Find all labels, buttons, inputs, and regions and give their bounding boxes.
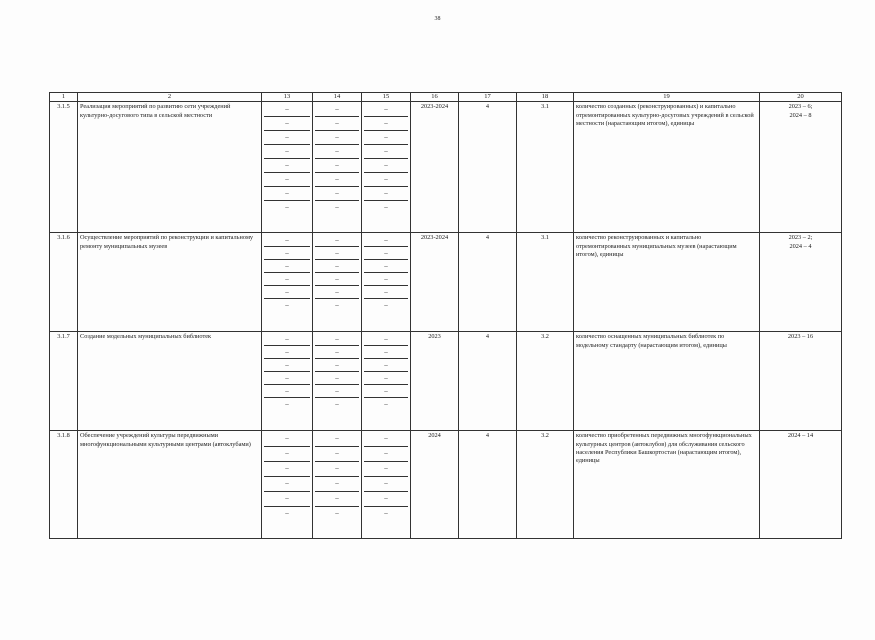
dash-cell: –: [315, 173, 359, 187]
dash-cell: –: [264, 234, 310, 247]
dash-cell: –: [364, 173, 408, 187]
dash-cell: –: [315, 432, 359, 447]
program-table: [49, 92, 842, 539]
dash-cell: –: [264, 159, 310, 173]
funding-subrows: [262, 332, 313, 431]
dash-cell: –: [364, 273, 408, 286]
header-cell: 19: [574, 93, 760, 102]
dash-cell: –: [264, 447, 310, 462]
dash-cell: –: [264, 260, 310, 273]
dash-cell: –: [285, 301, 289, 310]
dash-cell: –: [315, 260, 359, 273]
task-ref: 3.2: [517, 431, 574, 539]
dash-cell: –: [364, 432, 408, 447]
indicator-value: 2024 – 8: [789, 111, 812, 119]
dash-cell: –: [364, 286, 408, 299]
dash-cell: –: [315, 273, 359, 286]
header-cell: 15: [362, 93, 411, 102]
header-cell: 18: [517, 93, 574, 102]
dash-cell: –: [364, 346, 408, 359]
dash-cell: –: [264, 372, 310, 385]
dash-cell: –: [364, 372, 408, 385]
dash-cell: –: [285, 509, 289, 518]
indicator-text: количество созданных (реконструированных) и капитально отремонтированных культурно-досуговых учреждений в сельской местности (нарастающим итогом), единицы: [574, 102, 760, 233]
funding-subrows: [313, 102, 362, 233]
dash-cell: –: [315, 145, 359, 159]
row-number: 3.1.7: [50, 332, 78, 431]
funding-subrows: [262, 233, 313, 332]
dash-cell: –: [264, 187, 310, 201]
dash-cell: –: [315, 333, 359, 346]
dash-cell: –: [264, 346, 310, 359]
years: 2023-2024: [411, 102, 459, 233]
dash-cell: –: [315, 372, 359, 385]
goal-ref: 4: [459, 233, 517, 332]
dash-cell: –: [285, 203, 289, 212]
dash-cell: –: [264, 286, 310, 299]
event-name: Обеспечение учреждений культуры передвижными многофункциональными культурными центрами (автоклубами): [78, 431, 262, 539]
funding-subrows: [362, 233, 411, 332]
dash-cell: –: [364, 333, 408, 346]
years: 2024: [411, 431, 459, 539]
dash-cell: –: [364, 145, 408, 159]
indicator-value: 2024 – 4: [789, 242, 812, 250]
dash-cell: –: [264, 173, 310, 187]
dash-cell: –: [264, 333, 310, 346]
dash-cell: –: [315, 385, 359, 398]
funding-subrows: [262, 102, 313, 233]
dash-cell: –: [364, 477, 408, 492]
dash-cell: –: [364, 103, 408, 117]
dash-cell: –: [264, 273, 310, 286]
header-cell: 2: [78, 93, 262, 102]
funding-subrows: [313, 233, 362, 332]
dash-cell: –: [384, 509, 388, 518]
dash-cell: –: [315, 346, 359, 359]
dash-cell: –: [384, 301, 388, 310]
dash-cell: –: [315, 447, 359, 462]
task-ref: 3.1: [517, 233, 574, 332]
table-row: [50, 431, 842, 539]
dash-cell: –: [364, 187, 408, 201]
indicator-value: 2023 – 16: [787, 333, 814, 341]
dash-cell: –: [264, 385, 310, 398]
dash-cell: –: [264, 247, 310, 260]
dash-cell: –: [335, 509, 339, 518]
dash-cell: –: [364, 359, 408, 372]
header-cell: 1: [50, 93, 78, 102]
header-cell: 17: [459, 93, 517, 102]
dash-cell: –: [264, 117, 310, 131]
dash-cell: –: [364, 260, 408, 273]
indicator-values: [760, 431, 842, 539]
row-number: 3.1.5: [50, 102, 78, 233]
table-row: [50, 102, 842, 233]
goal-ref: 4: [459, 102, 517, 233]
dash-cell: –: [364, 234, 408, 247]
dash-cell: –: [315, 131, 359, 145]
dash-cell: –: [364, 117, 408, 131]
table-header-row: [50, 93, 842, 102]
header-cell: 13: [262, 93, 313, 102]
indicator-text: количество реконструированных и капитально отремонтированных муниципальных музеев (нарастающим итогом), единицы: [574, 233, 760, 332]
dash-cell: –: [315, 117, 359, 131]
dash-cell: –: [335, 203, 339, 212]
dash-cell: –: [315, 247, 359, 260]
indicator-values: [760, 102, 842, 233]
event-name: Реализация мероприятий по развитию сети учреждений культурно-досугового типа в сельской местности: [78, 102, 262, 233]
dash-cell: –: [315, 234, 359, 247]
indicator-value: 2024 – 14: [787, 432, 814, 440]
dash-cell: –: [315, 286, 359, 299]
dash-cell: –: [264, 145, 310, 159]
indicator-text: количество оснащенных муниципальных библиотек по модельному стандарту (нарастающим итогом), единицы: [574, 332, 760, 431]
dash-cell: –: [264, 359, 310, 372]
dash-cell: –: [264, 103, 310, 117]
indicator-value: 2023 – 6;: [788, 103, 813, 111]
dash-cell: –: [315, 103, 359, 117]
dash-cell: –: [335, 301, 339, 310]
row-number: 3.1.8: [50, 431, 78, 539]
funding-subrows: [262, 431, 313, 539]
dash-cell: –: [364, 385, 408, 398]
dash-cell: –: [264, 462, 310, 477]
event-name: Создание модельных муниципальных библиотек: [78, 332, 262, 431]
dash-cell: –: [315, 159, 359, 173]
dash-cell: –: [264, 492, 310, 507]
dash-cell: –: [264, 477, 310, 492]
table-row: [50, 233, 842, 332]
row-number: 3.1.6: [50, 233, 78, 332]
funding-subrows: [362, 102, 411, 233]
indicator-value: 2023 – 2;: [788, 234, 813, 242]
indicator-text: количество приобретенных передвижных многофункциональных культурных центров (автоклубов) для обслуживания сельского населения Республики Башкортостан (нарастающим итогом), единицы: [574, 431, 760, 539]
dash-cell: –: [315, 187, 359, 201]
dash-cell: –: [364, 159, 408, 173]
dash-cell: –: [384, 400, 388, 409]
funding-subrows: [362, 431, 411, 539]
dash-cell: –: [264, 131, 310, 145]
page-number: 38: [434, 16, 441, 22]
dash-cell: –: [315, 359, 359, 372]
funding-subrows: [313, 332, 362, 431]
dash-cell: –: [364, 131, 408, 145]
event-name: Осуществление мероприятий по реконструкции и капитальному ремонту муниципальных музеев: [78, 233, 262, 332]
task-ref: 3.1: [517, 102, 574, 233]
header-cell: 14: [313, 93, 362, 102]
dash-cell: –: [315, 462, 359, 477]
goal-ref: 4: [459, 332, 517, 431]
header-cell: 20: [760, 93, 842, 102]
funding-subrows: [313, 431, 362, 539]
indicator-values: [760, 233, 842, 332]
dash-cell: –: [315, 477, 359, 492]
dash-cell: –: [384, 203, 388, 212]
funding-subrows: [362, 332, 411, 431]
years: 2023-2024: [411, 233, 459, 332]
dash-cell: –: [285, 400, 289, 409]
goal-ref: 4: [459, 431, 517, 539]
dash-cell: –: [364, 247, 408, 260]
dash-cell: –: [315, 492, 359, 507]
dash-cell: –: [264, 432, 310, 447]
header-cell: 16: [411, 93, 459, 102]
task-ref: 3.2: [517, 332, 574, 431]
dash-cell: –: [364, 462, 408, 477]
table-row: [50, 332, 842, 431]
indicator-values: [760, 332, 842, 431]
years: 2023: [411, 332, 459, 431]
dash-cell: –: [364, 492, 408, 507]
dash-cell: –: [364, 447, 408, 462]
dash-cell: –: [335, 400, 339, 409]
